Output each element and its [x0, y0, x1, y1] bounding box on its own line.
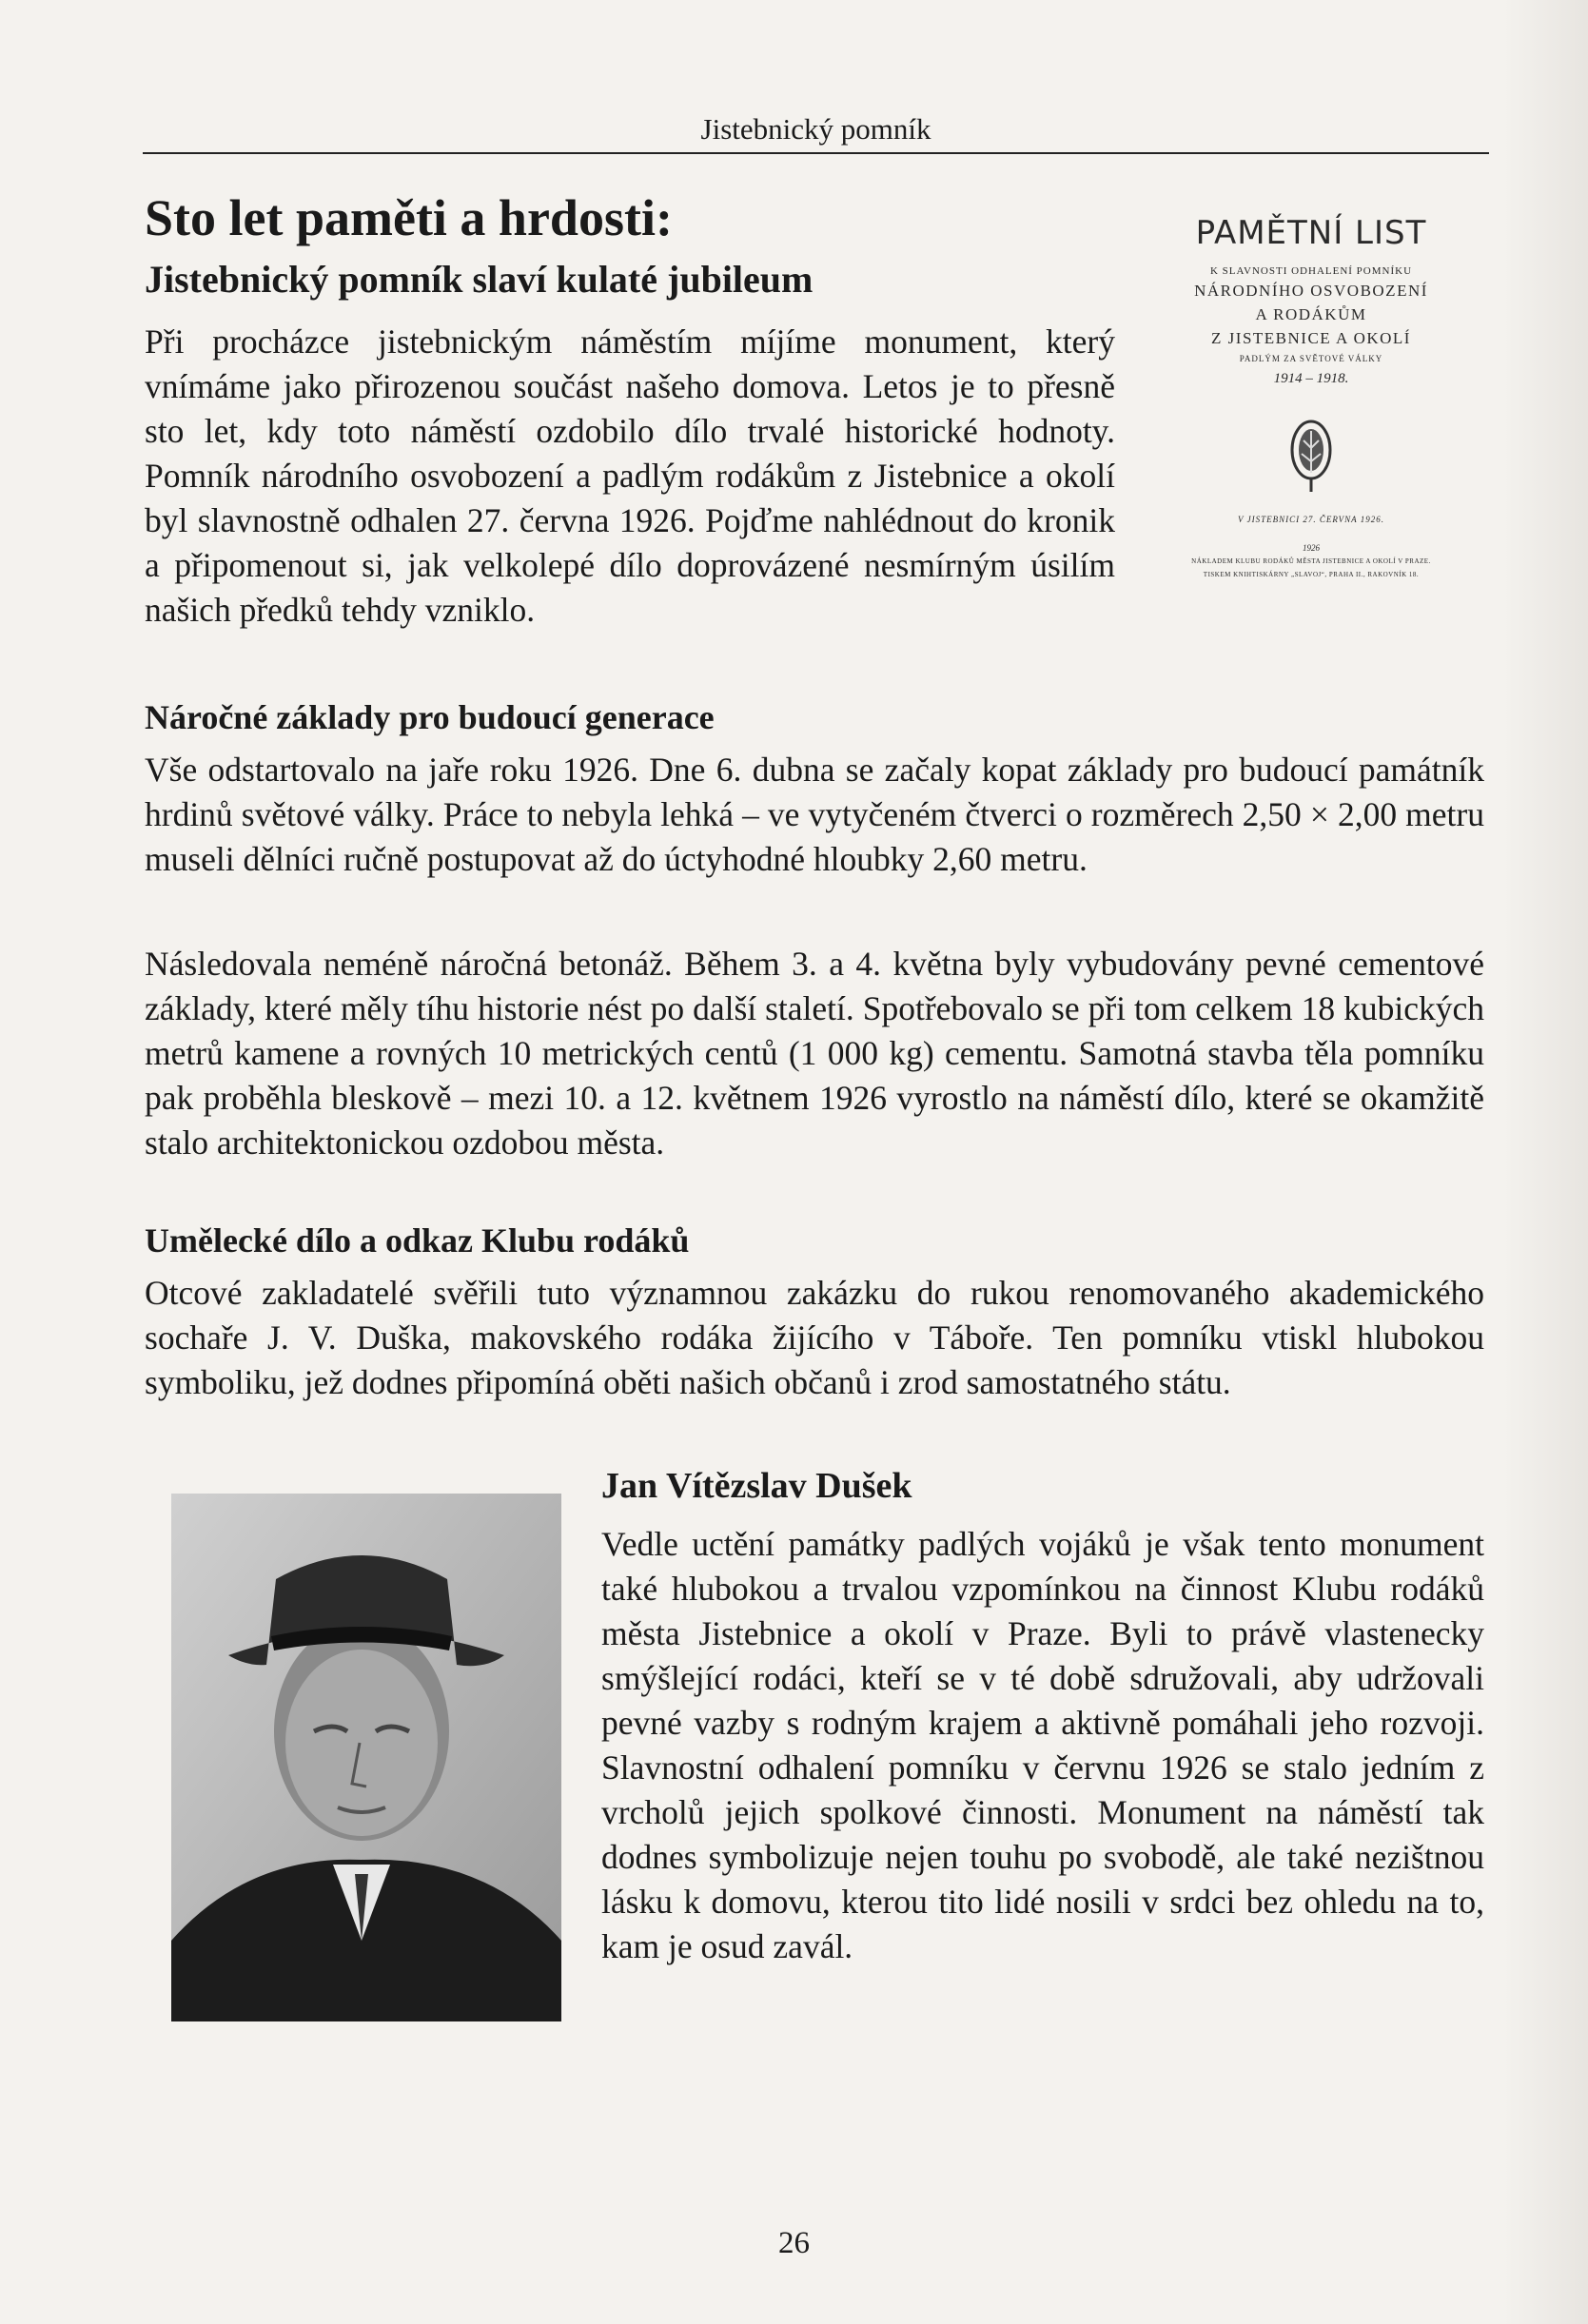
article-title: Sto let paměti a hrdosti: [145, 189, 673, 246]
memorial-sheet-line: Z JISTEBNICE A OKOLÍ [1211, 329, 1411, 347]
memorial-sheet-imprint: NÁKLADEM KLUBU RODÁKŮ MĚSTA JISTEBNICE A OKOLÍ V PRAZE. [1191, 557, 1431, 565]
portrait-photo [171, 1494, 561, 2021]
memorial-sheet-year: 1926 [1303, 543, 1320, 553]
intro-paragraph: Při procházce jistebnickým náměstím míjíme monument, který vnímáme jako přirozenou součást našeho domova. Letos je to přesně sto let, kdy toto náměstí ozdobilo dílo trvalé historické hodnoty. Pomník národního osvobození a padlým rodákům z Jistebnice a okolí byl slavnostně odhalen 27. června 1926. Pojďme nahlédnout do kronik a připomenout si, jak velkolepé dílo doprovázené nesmírným úsilím našich předků tehdy vzniklo. [145, 322, 1115, 629]
memorial-sheet-line: A RODÁKŮM [1255, 305, 1367, 323]
page-number: 26 [778, 2226, 810, 2260]
section-heading: Náročné základy pro budoucí generace [145, 698, 715, 736]
running-head: Jistebnický pomník [143, 112, 1489, 154]
memorial-sheet-date: V JISTEBNICI 27. ČERVNA 1926. [1238, 515, 1384, 524]
linden-leaf-emblem-icon [1273, 404, 1349, 499]
section-paragraph: Vše odstartovalo na jaře roku 1926. Dne 6. dubna se začaly kopat základy pro budoucí památník hrdinů světové války. Práce to nebyla lehká – ve vytyčeném čtverci o rozměrech 2,50 × 2,00 metru museli dělníci ručně postupovat až do úctyhodné hloubky 2,60 metru. [145, 751, 1484, 878]
page-edge-shadow [1502, 0, 1588, 2324]
memorial-sheet-line: PADLÝM ZA SVĚTOVÉ VÁLKY [1239, 354, 1383, 363]
memorial-sheet-image [1149, 214, 1473, 675]
section-paragraph: Následovala neméně náročná betonáž. Během 3. a 4. května byly vybudovány pevné cementové základy, které měly tíhu historie nést po další staletí. Spotřebovalo se při tom celkem 18 kubických metrů kamene a rovných 10 metrických centů (1 000 kg) cementu. Samotná stavba těla pomníku pak proběhla bleskově – mezi 10. a 12. květnem 1926 vyrostlo na náměstí dílo, které se okamžitě stalo architektonickou ozdobou města. [145, 945, 1484, 1162]
portrait-name: Jan Vítězslav Dušek [601, 1466, 912, 1506]
section-paragraph: Otcové zakladatelé svěřili tuto významnou zakázku do rukou renomovaného akademického sochaře J. V. Duška, makovského rodáka žijícího v Táboře. Ten pomníku vtiskl hlubokou symboliku, jež dodnes připomíná oběti našich občanů i zrod samostatného státu. [145, 1274, 1484, 1401]
article-subtitle: Jistebnický pomník slaví kulaté jubileum [145, 258, 814, 301]
memorial-sheet-line: K SLAVNOSTI ODHALENÍ POMNÍKU [1209, 265, 1413, 277]
memorial-sheet-imprint: TISKEM KNIHTISKÁRNY „SLAVOJ“, PRAHA II., RAKOVNÍK 18. [1203, 571, 1420, 578]
memorial-sheet-title: PAMĚTNÍ LIST [1195, 214, 1427, 252]
memorial-sheet-line: NÁRODNÍHO OSVOBOZENÍ [1194, 282, 1428, 300]
memorial-sheet-years: 1914 – 1918. [1273, 371, 1349, 386]
section-heading: Umělecké dílo a odkaz Klubu rodáků [145, 1221, 690, 1260]
portrait-paragraph: Vedle uctění památky padlých vojáků je však tento monument také hlubokou a trvalou vzpomínkou na činnost Klubu rodáků města Jistebnice a okolí v Praze. Byli to právě vlastenecky smýšlející rodáci, kteří se v té době sdružovali, aby udržovali pevné vazby s rodným krajem a aktivně pomáhali jeho rozvoji. Slavnostní odhalení pomníku v červnu 1926 se stalo jedním z vrcholů jejich spolkové činnosti. Monument na náměstí tak dodnes symbolizuje nejen touhu po svobodě, ale také nezištnou lásku k domovu, kterou tito lidé nosili v srdci bez ohledu na to, kam je osud zavál. [601, 1525, 1484, 1965]
